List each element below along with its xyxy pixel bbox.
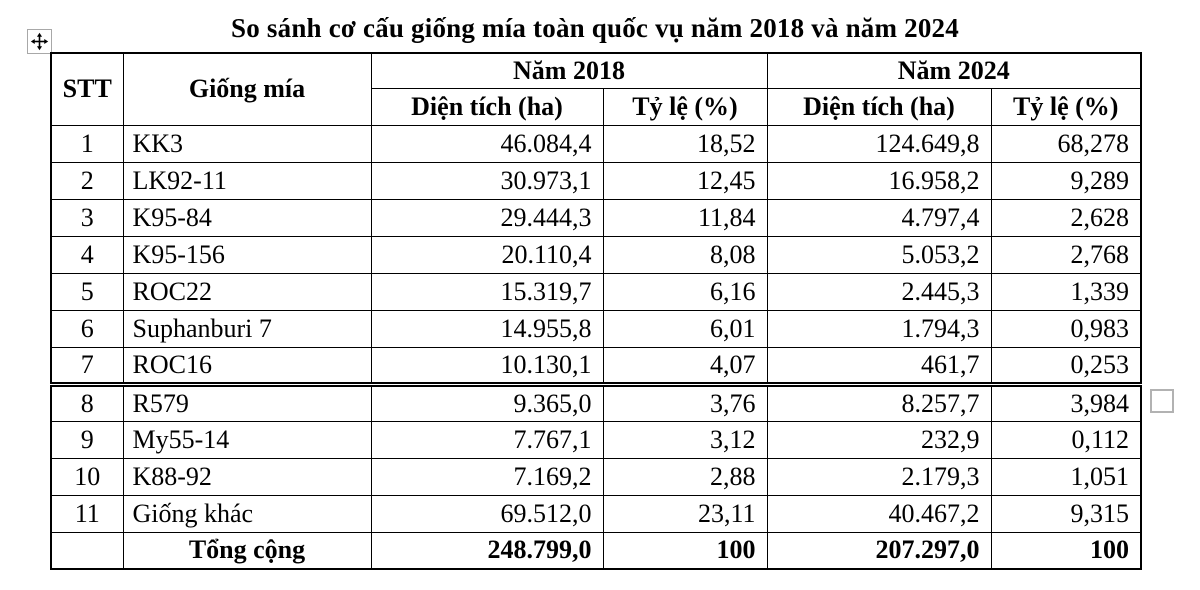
col-header-ratio-2024[interactable]: Tỷ lệ (%)	[991, 88, 1141, 125]
total-label[interactable]: Tổng cộng	[123, 532, 371, 569]
col-header-area-2018[interactable]: Diện tích (ha)	[371, 88, 603, 125]
cell-variety[interactable]: R579	[123, 384, 371, 421]
cell-variety[interactable]: K95-156	[123, 236, 371, 273]
cell-ratio-2024[interactable]: 1,051	[991, 458, 1141, 495]
cell-ratio-2024[interactable]: 68,278	[991, 125, 1141, 162]
cell-ratio-2018[interactable]: 6,01	[603, 310, 767, 347]
total-area-2024[interactable]: 207.297,0	[767, 532, 991, 569]
cell-ratio-2018[interactable]: 3,76	[603, 384, 767, 421]
cell-ratio-2018[interactable]: 23,11	[603, 495, 767, 532]
cell-area-2018[interactable]: 15.319,7	[371, 273, 603, 310]
col-header-stt[interactable]: STT	[51, 53, 123, 125]
cell-stt[interactable]: 6	[51, 310, 123, 347]
total-ratio-2018[interactable]: 100	[603, 532, 767, 569]
cell-stt[interactable]: 7	[51, 347, 123, 384]
cell-ratio-2024[interactable]: 2,768	[991, 236, 1141, 273]
cell-area-2024[interactable]: 124.649,8	[767, 125, 991, 162]
table-row	[51, 162, 1141, 199]
cell-variety[interactable]: Giống khác	[123, 495, 371, 532]
cell-area-2024[interactable]: 4.797,4	[767, 199, 991, 236]
table-title[interactable]: So sánh cơ cấu giống mía toàn quốc vụ năm 2018 và năm 2024	[231, 13, 959, 43]
cell-ratio-2018[interactable]: 11,84	[603, 199, 767, 236]
cell-area-2018[interactable]: 20.110,4	[371, 236, 603, 273]
cell-ratio-2024[interactable]: 0,112	[991, 421, 1141, 458]
cell-ratio-2024[interactable]: 9,289	[991, 162, 1141, 199]
cell-area-2018[interactable]: 69.512,0	[371, 495, 603, 532]
table-row	[51, 236, 1141, 273]
cell-stt[interactable]: 5	[51, 273, 123, 310]
cell-ratio-2018[interactable]: 3,12	[603, 421, 767, 458]
cell-area-2024[interactable]: 2.179,3	[767, 458, 991, 495]
cell-stt[interactable]: 8	[51, 384, 123, 421]
total-ratio-2024[interactable]: 100	[991, 532, 1141, 569]
cell-area-2024[interactable]: 8.257,7	[767, 384, 991, 421]
col-header-area-2024[interactable]: Diện tích (ha)	[767, 88, 991, 125]
total-area-2018[interactable]: 248.799,0	[371, 532, 603, 569]
cell-area-2018[interactable]: 29.444,3	[371, 199, 603, 236]
cell-ratio-2018[interactable]: 6,16	[603, 273, 767, 310]
cell-area-2018[interactable]: 46.084,4	[371, 125, 603, 162]
total-stt-cell[interactable]	[51, 532, 123, 569]
table-row	[51, 458, 1141, 495]
cell-area-2024[interactable]: 5.053,2	[767, 236, 991, 273]
col-header-ratio-2018[interactable]: Tỷ lệ (%)	[603, 88, 767, 125]
table-row	[51, 125, 1141, 162]
cell-ratio-2024[interactable]: 2,628	[991, 199, 1141, 236]
header-row-years	[51, 53, 1141, 88]
cell-ratio-2024[interactable]: 9,315	[991, 495, 1141, 532]
cell-variety[interactable]: ROC16	[123, 347, 371, 384]
cell-area-2024[interactable]: 16.958,2	[767, 162, 991, 199]
cell-stt[interactable]: 9	[51, 421, 123, 458]
total-row	[51, 532, 1141, 569]
cell-stt[interactable]: 2	[51, 162, 123, 199]
cell-variety[interactable]: Suphanburi 7	[123, 310, 371, 347]
cell-area-2018[interactable]: 10.130,1	[371, 347, 603, 384]
cell-area-2018[interactable]: 30.973,1	[371, 162, 603, 199]
cell-area-2024[interactable]: 40.467,2	[767, 495, 991, 532]
cell-variety[interactable]: My55-14	[123, 421, 371, 458]
cell-area-2018[interactable]: 9.365,0	[371, 384, 603, 421]
cell-stt[interactable]: 1	[51, 125, 123, 162]
cell-area-2024[interactable]: 232,9	[767, 421, 991, 458]
cell-stt[interactable]: 11	[51, 495, 123, 532]
table-row	[51, 384, 1141, 421]
table-row	[51, 421, 1141, 458]
cell-variety[interactable]: K95-84	[123, 199, 371, 236]
cell-area-2018[interactable]: 14.955,8	[371, 310, 603, 347]
cell-ratio-2018[interactable]: 8,08	[603, 236, 767, 273]
cell-ratio-2024[interactable]: 0,253	[991, 347, 1141, 384]
cell-ratio-2024[interactable]: 1,339	[991, 273, 1141, 310]
cell-ratio-2018[interactable]: 18,52	[603, 125, 767, 162]
cell-area-2018[interactable]: 7.767,1	[371, 421, 603, 458]
cell-ratio-2024[interactable]: 3,984	[991, 384, 1141, 421]
cell-stt[interactable]: 3	[51, 199, 123, 236]
col-header-variety[interactable]: Giống mía	[123, 53, 371, 125]
cell-stt[interactable]: 4	[51, 236, 123, 273]
cell-ratio-2018[interactable]: 4,07	[603, 347, 767, 384]
cell-stt[interactable]: 10	[51, 458, 123, 495]
cell-ratio-2024[interactable]: 0,983	[991, 310, 1141, 347]
col-header-year-2024[interactable]: Năm 2024	[767, 53, 1141, 88]
table-row	[51, 495, 1141, 532]
table-row	[51, 347, 1141, 384]
cell-ratio-2018[interactable]: 2,88	[603, 458, 767, 495]
table-row	[51, 199, 1141, 236]
table-row	[51, 273, 1141, 310]
table-row	[51, 310, 1141, 347]
cell-area-2024[interactable]: 461,7	[767, 347, 991, 384]
cell-area-2024[interactable]: 1.794,3	[767, 310, 991, 347]
cell-variety[interactable]: KK3	[123, 125, 371, 162]
cell-ratio-2018[interactable]: 12,45	[603, 162, 767, 199]
cell-variety[interactable]: K88-92	[123, 458, 371, 495]
sugarcane-comparison-table	[50, 52, 1142, 570]
move-cross-icon	[30, 32, 49, 51]
table-anchor-square[interactable]	[1150, 389, 1174, 413]
cell-area-2024[interactable]: 2.445,3	[767, 273, 991, 310]
cell-area-2018[interactable]: 7.169,2	[371, 458, 603, 495]
cell-variety[interactable]: LK92-11	[123, 162, 371, 199]
col-header-year-2018[interactable]: Năm 2018	[371, 53, 767, 88]
cell-variety[interactable]: ROC22	[123, 273, 371, 310]
table-move-handle[interactable]	[27, 29, 52, 54]
